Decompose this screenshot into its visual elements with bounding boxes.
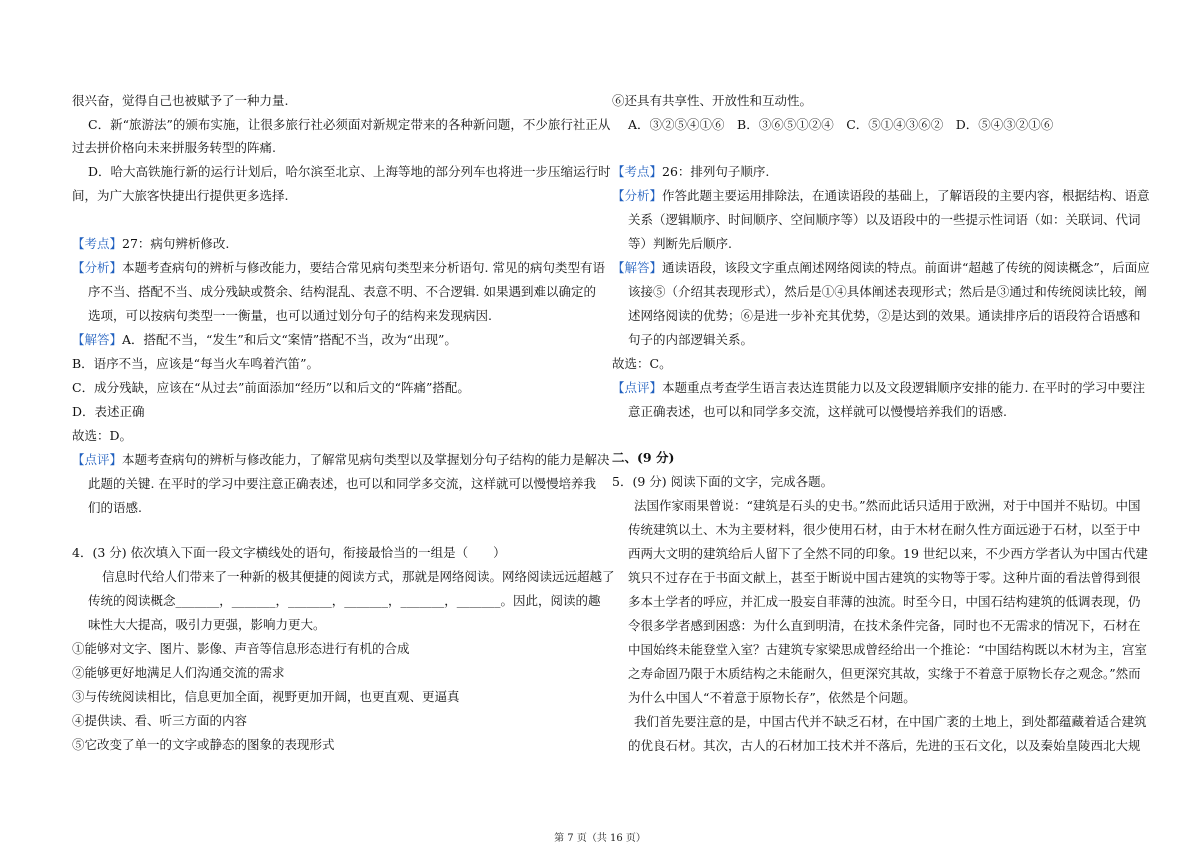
passage-line: 西两大文明的建筑给后人留下了全然不同的印象。19 世纪以来，不少西方学者认为中国古代建 [628,546,1148,561]
text-line: 过去拼价格向未来拼服务转型的阵痛. [72,140,276,155]
sentence-option: ②能够更好地满足人们沟通交流的需求 [72,665,285,680]
sentence-option: ⑤它改变了单一的文字或静态的图象的表现形式 [72,737,335,752]
question-4-passage: 传统的阅读概念_______，_______，_______，_______，_______，_______。因此，阅读的趣 [88,593,601,608]
answer-choices: A．③②⑤④①⑥ B．③⑥⑤①②④ C．⑤①④③⑥② D．⑤④③②①⑥ [628,117,1054,132]
passage-line: 为什么中国人“不着意于原物长存”，依然是个问题。 [628,690,916,705]
jieda-line: 该接⑤（介绍其表现形式），然后是①④具体阐述表现形式；然后是③通过和传统阅读比较，阐 [628,284,1147,299]
passage-line: 我们首先要注意的是，中国古代并不缺乏石材，在中国广袤的土地上，到处都蕴藏着适合建筑 [634,714,1147,729]
jieda-tag: 【解答】 [72,332,123,347]
jieda-text: 通读语段，该段文字重点阐述网络阅读的特点。前面讲“超越了传统的阅读概念”，后面应 [662,260,1150,275]
section-heading: 二、(9 分) [612,450,675,465]
kaodian-line [72,236,229,252]
dianping-line [72,452,610,468]
fenxi-text: 本题考查病句的辨析与修改能力，要结合常见病句类型来分析语句. 常见的病句类型有语 [122,260,605,275]
jieda-line [612,260,1150,276]
answer-line: 故选：D。 [72,428,133,443]
fenxi-line: 序不当、搭配不当、成分残缺或赘余、结构混乱、表意不明、不合逻辑. 如果遇到难以确定的 [88,284,596,299]
fenxi-line [612,188,1150,204]
sentence-option: ③与传统阅读相比，信息更加全面，视野更加开阔，也更直观、更逼真 [72,689,460,704]
jieda-line: 述网络阅读的优势；⑥是进一步补充其优势，②是达到的效果。通读排序后的语段符合语感和 [628,308,1141,323]
dianping-line: 们的语感. [88,500,142,515]
passage-line: 中国始终未能登堂入室？古建筑专家梁思成曾经给出一个推论：“中国结构既以木材为主，宫室 [628,642,1147,657]
sentence-option: ④提供读、看、听三方面的内容 [72,713,248,728]
dianping-tag: 【点评】 [612,380,663,395]
jieda-line [72,332,457,348]
sentence-option: ⑥还具有共享性、开放性和互动性。 [612,93,813,108]
dianping-text: 本题重点考查学生语言表达连贯能力以及文段逻辑顺序安排的能力. 在平时的学习中要注 [662,380,1145,395]
dianping-line: 意正确表述，也可以和同学多交流，这样就可以慢慢培养我们的语感. [628,404,1007,419]
kaodian-text: 26：排列句子顺序. [662,164,770,179]
jieda-line: C．成分残缺，应该在“从过去”前面添加“经历”以和后文的“阵痛”搭配。 [72,380,470,395]
passage-line: 令很多学者感到困惑：为什么直到明清，在技术条件完备，同时也不无需求的情况下，石材在 [628,618,1141,633]
kaodian-tag: 【考点】 [72,236,123,251]
passage-line: 的优良石材。其次，古人的石材加工技术并不落后，先进的玉石文化，以及秦始皇陵西北大规 [628,738,1141,753]
sentence-option: ①能够对文字、图片、影像、声音等信息形态进行有机的合成 [72,641,410,656]
kaodian-line [612,164,769,180]
dianping-line: 此题的关键. 在平时的学习中要注意正确表述，也可以和同学多交流，这样就可以慢慢培养我 [88,476,596,491]
option-d-line: D．哈大高铁施行新的运行计划后，哈尔滨至北京、上海等地的部分列车也将进一步压缩运行时 [88,164,611,179]
dianping-text: 本题考查病句的辨析与修改能力，了解常见病句类型以及掌握划分句子结构的能力是解决 [122,452,610,467]
kaodian-tag: 【考点】 [612,164,663,179]
fenxi-text: 作答此题主要运用排除法，在通读语段的基础上，了解语段的主要内容，根据结构、语意 [662,188,1150,203]
jieda-line: B．语序不当，应该是“每当火车鸣着汽笛”。 [72,356,319,371]
question-4-passage: 信息时代给人们带来了一种新的极其便捷的阅读方式，那就是网络阅读。网络阅读远远超越了 [102,569,615,584]
fenxi-line: 关系（逻辑顺序、时间顺序、空间顺序等）以及语段中的一些提示性词语（如：关联词、代词 [628,212,1141,227]
passage-line: 筑只不过存在于书面文献上，甚至于断说中国古建筑的实物等于零。这种片面的看法曾得到很 [628,570,1141,585]
fenxi-tag: 【分析】 [612,188,663,203]
fenxi-line: 选项，可以按病句类型一一衡量，也可以通过划分句子的结构来发现病因. [88,308,492,323]
jieda-line: D．表述正确 [72,404,145,419]
dianping-line [612,380,1145,396]
answer-line: 故选：C。 [612,356,672,371]
page-footer: 第 7 页（共 16 页） [554,833,646,844]
option-c-line: C．新“旅游法”的颁布实施，让很多旅行社必须面对新规定带来的各种新问题，不少旅行社正从 [88,117,611,132]
question-5: 5．(9 分) 阅读下面的文字，完成各题。 [612,474,834,489]
text-line: 间，为广大旅客快捷出行提供更多选择. [72,188,289,203]
jieda-tag: 【解答】 [612,260,663,275]
question-4: 4．(3 分) 依次填入下面一段文字横线处的语句，衔接最恰当的一组是（ ） [72,545,506,560]
fenxi-line: 等）判断先后顺序. [628,236,732,251]
passage-line: 多本土学者的呼应，并汇成一股妄自菲薄的浊流。时至今日，中国石结构建筑的低调表现，仍 [628,594,1141,609]
passage-line: 法国作家雨果曾说：“建筑是石头的史书。”然而此话只适用于欧洲，对于中国并不贴切。中国 [634,498,1141,513]
kaodian-text: 27：病句辨析修改. [122,236,230,251]
jieda-line: 句子的内部逻辑关系。 [628,332,754,347]
fenxi-tag: 【分析】 [72,260,123,275]
text-line: 很兴奋，觉得自己也被赋予了一种力量. [72,93,289,108]
passage-line: 传统建筑以土、木为主要材料，很少使用石材，由于木材在耐久性方面远逊于石材，以至于中 [628,522,1141,537]
fenxi-line [72,260,605,276]
passage-line: 之寿命固乃限于木质结构之未能耐久，但更深究其故，实缘于不着意于原物长存之观念。”然而 [628,666,1141,681]
jieda-text: A．搭配不当，“发生”和后文“案情”搭配不当，改为“出现”。 [122,332,457,347]
dianping-tag: 【点评】 [72,452,123,467]
question-4-passage: 味性大大提高，吸引力更强，影响力更大。 [88,617,326,632]
